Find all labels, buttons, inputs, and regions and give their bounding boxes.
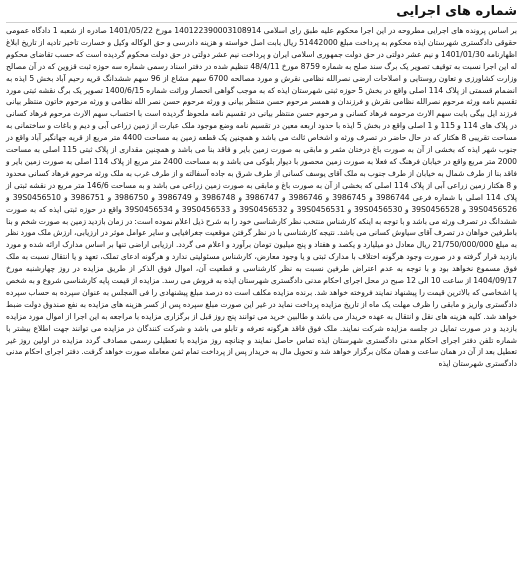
notice-title: شماره های اجرایی	[396, 4, 517, 19]
notice-body-text: بر اساس پرونده های اجرایی مطروحه در این اجرا محکوم علیه طبق رای اسلامی 140122390003108914 مورخ 1401/05/22 صادره از شعبه 1 دادگاه عمومی حقوقی دادگستری شهرستان ایذه محکوم به پرداخت مبلغ 51442000 ریال بابت اصل خواسته و هزینه دادرسی و حق الوکاله وکیل و خسارت تاخیر تادیه از تاریخ ابلاغ اظهارنامه 1401/01/30 و نیم عشر دولتی در حق دولت جمهوری اسلامی ایران و پرداخت نیم عشر دولتی در حق دولت محکوم گردیده است که حسب تقاضای محکوم له این اجرا نسبت به توقیف تصویر یک برگ سند صلح به شماره 8759 مورخ 48/4/11 تنظیم شده در دفتر اسناد رسمی شماره سه حوزه ثبت قزوین که در آن مصالح وزارت کشاورزی و تعاون روستایی و اصلاحات ارضی نصرالله نظامی نقرش و مورد مصالحه 6700 سهم مشاع از 96 سهم ششدانگ قریه رحیم آباد بخش 5 ایذه به انضمام قسمتی از پلاک 114 اصلی واقع در بخش 5 حوزه ثبتی شهرستان ایذه که به موجب گواهی انحصار وراثت شماره 1400/6/15 تصویر یک برگ نقشه ثبتی مورد تقسیم نامه ورثه مرحوم نصرالله نظامی نقرش و فرزندان و همسر مرحوم حسن منتظر بیانی و ورثه مرحوم حسن نصر الله نظامی و ورثه مرحوم خاتون منتظر بیانی فرزند ایل بیگی بابت سهم الارث مرحومه فرهاد کسانی و مرحوم حسن منتظر بیانی در تقسیم نامه ملحوظ گردیده است با احتساب سهم الارث مرحوم فرهاد کسانی در پلاک های 114 و 115 و 1 اصلی واقع در بخش 5 ایذه با حدود اربعه معین در تقسیم نامه وضع موجود ملک عبارت از زمین زراعی آبی و دیم و باغات و ساختمانی به مساحت تقریبی 8 هکتار که در حال حاضر در تصرف ورثه و اشخاص ثالث می باشد و همچنین یک قطعه زمین به مساحت 4400 متر مربع از قریه جهانگیر آباد واقع در جنوب شهر ایذه که بخشی از آن به صورت باغ درختان مثمر و مابقی به صورت زمین بایر و فاقد بنا می باشد و همچنین مقداری از پلاک ثبتی 115 اصلی به مساحت 2000 متر مربع واقع در خیابان فرهنگ که فعلا به صورت زمین محصور با دیوار بلوکی می باشد و به مساحت 2400 متر مربع از پلاک 114 اصلی به صورت زمین بایر و فاقد بنا از طرف شمال به خیابان از طرف جنوب به ملک آقای یوسف کسانی از طرف شرق به جاده آسفالته و از طرف غرب به ملک ورثه مرحوم فرهاد کسانی محدود و 8 هکتار زمین زراعی آبی از پلاک 114 اصلی که بخشی از آن به صورت باغ و مابقی به صورت زمین زراعی می باشد و به مساحت 146/6 متر مربع در نقشه ثبتی از پلاک 114 اصلی با شماره فرعی 3986744 و 3986745 و 3986746 و 3986747 و 3986748 و 3986749 و 3986750 و 3986751 و 39S0456510 و 39S0456526 و 39S0456528 و 39S0456530 و 39S0456531 و 39S0456532 و 39S0456533 و 39S0456534 واقع در حوزه ثبتی ایذه که به صورت ششدانگ در تصرف ورثه می باشد و با توجه به اینکه کارشناس منتخب نظر کارشناسی خود را به شرح ذیل اعلام نموده است: در زمان بازدید زمین به صورت شخم و بنا باطرفین خواهان در تصرف آقای سیاوش کسانی می باشد. نتیجه کارشناسی با در نظر گرفتن موقعیت جغرافیایی و سایر عوامل موثر در ارزیابی، ارزش ملک مورد نظر به مبلغ 21/750/000/000 ریال معادل دو میلیارد و یکصد و هفتاد و پنج میلیون تومان برآورد و اعلام می گردد. ارزیابی اراضی تنها بر اساس مدارک ارائه شده و مورد بازدید قرار گرفته و در صورت وجود هرگونه اختلاف با مدارک ثبتی و یا وجود معارض، کارشناس مسئولیتی ندارد و هرگونه ادعای تملک، تعهد و یا انتقال نسبت به ملک فوق مسموع نخواهد بود و با توجه به عدم اعتراض طرفین نسبت به نظر کارشناسی و قطعیت آن، اموال فوق الذکر از طریق مزایده در روز چهارشنبه مورخ 1404/09/17 از ساعت 10 الی 12 صبح در محل اجرای احکام مدنی دادگستری شهرستان ایذه به فروش می رسد. مزایده از قیمت پایه کارشناسی شروع و به شخص یا اشخاصی که بالاترین قیمت را پیشنهاد نمایند فروخته خواهد شد. برنده مزایده مکلف است ده درصد مبلغ پیشنهادی را فی المجلس به عنوان سپرده به حساب سپرده دادگستری واریز و مابقی را ظرف مهلت یک ماه از تاریخ مزایده پرداخت نماید در غیر این صورت مبلغ سپرده پس از کسر هزینه های مزایده به نفع صندوق دولت ضبط خواهد شد. کلیه هزینه های نقل و انتقال به عهده خریدار می باشد و طالبین خرید می توانند پنج روز قبل از برگزاری مزایده با مراجعه به این اجرا از اموال مورد مزایده بازدید و در صورت تمایل در جلسه مزایده شرکت نمایند. ملک فوق فاقد هرگونه تعرفه و تابلو می باشد و شرکت کنندگان در مزایده می توانند جهت اطلاع بیشتر با شماره تلفن دفتر اجرای احکام مدنی دادگستری شهرستان ایذه تماس حاصل نمایند و چنانچه روز مزایده با تعطیلی رسمی مصادف گردد مزایده در اولین روز غیر تعطیل بعد از آن در همان ساعت و همان مکان برگزار خواهد شد و تحویل مال به خریدار پس از پرداخت تمام ثمن معامله صورت خواهد گرفت. دفتر اجرای احکام مدنی دادگستری شهرستان ایذه	[6, 26, 518, 369]
title-divider	[6, 22, 517, 23]
